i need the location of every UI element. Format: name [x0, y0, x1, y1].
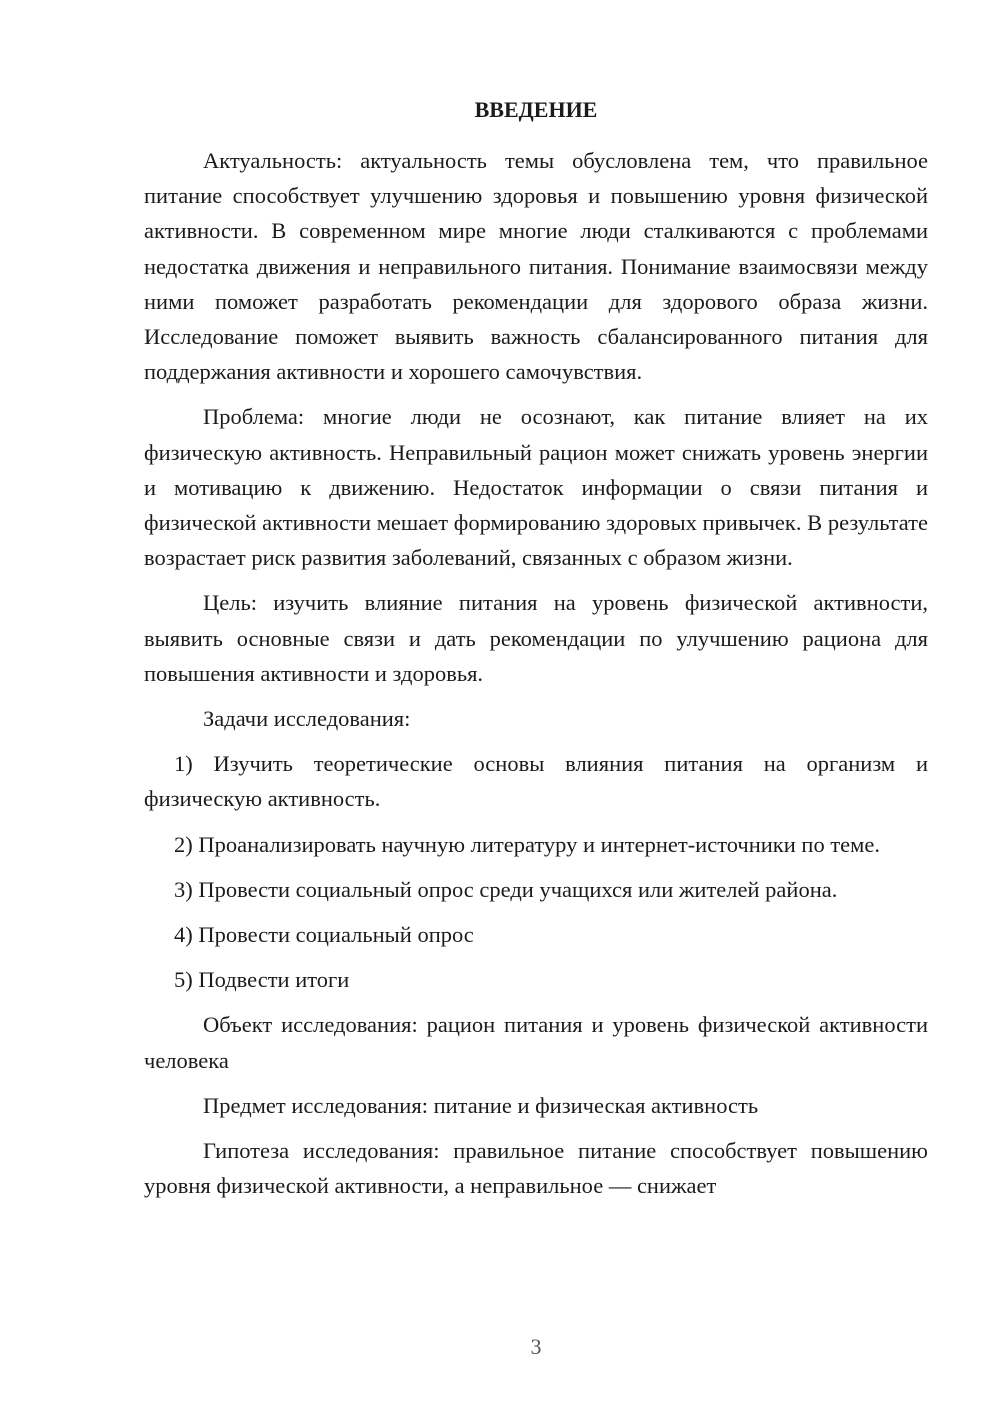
task-item-1: 1) Изучить теоретические основы влияния питания на организм и физическую активность. — [144, 751, 928, 812]
document-body — [144, 143, 928, 1203]
task-item-5: 5) Подвести итоги — [174, 967, 350, 993]
paragraph-tasks-heading: Задачи исследования: — [203, 706, 411, 732]
paragraph-goal: Цель: изучить влияние питания на уровень физической активности, выявить основные связи и дать рекомендации по улучшению рациона для повышения активности и здоровья. — [144, 590, 928, 686]
paragraph-object: Объект исследования: рацион питания и уровень физической активности человека — [144, 1012, 928, 1073]
section-title: ВВЕДЕНИЕ — [474, 97, 598, 122]
task-item-4: 4) Провести социальный опрос — [174, 922, 474, 948]
paragraph-problem: Проблема: многие люди не осознают, как питание влияет на их физическую активность. Неправильный рацион может снижать уровень энергии и мотивацию к движению. Недостаток информации о связи питания и физической активности мешает формированию здоровых привычек. В результате возрастает риск развития заболеваний, связанных с образом жизни. — [144, 404, 928, 571]
task-item-3: 3) Провести социальный опрос среди учащихся или жителей района. — [174, 876, 838, 902]
page-number: 3 — [530, 1334, 542, 1359]
task-item-2: 2) Проанализировать научную литературу и интернет-источники по теме. — [174, 831, 880, 857]
paragraph-subject: Предмет исследования: питание и физическая активность — [203, 1092, 759, 1118]
paragraph-relevance: Актуальность: актуальность темы обусловлена тем, что правильное питание способствует улучшению здоровья и повышению уровня физической активности. В современном мире многие люди сталкиваются с проблемами недостатка движения и неправильного питания. Понимание взаимосвязи между ними поможет разработать рекомендации для здорового образа жизни. Исследование поможет выявить важность сбалансированного питания для поддержания активности и хорошего самочувствия. — [144, 148, 928, 385]
paragraph-hypothesis: Гипотеза исследования: правильное питание способствует повышению уровня физической активности, а неправильное — снижает — [144, 1138, 928, 1199]
